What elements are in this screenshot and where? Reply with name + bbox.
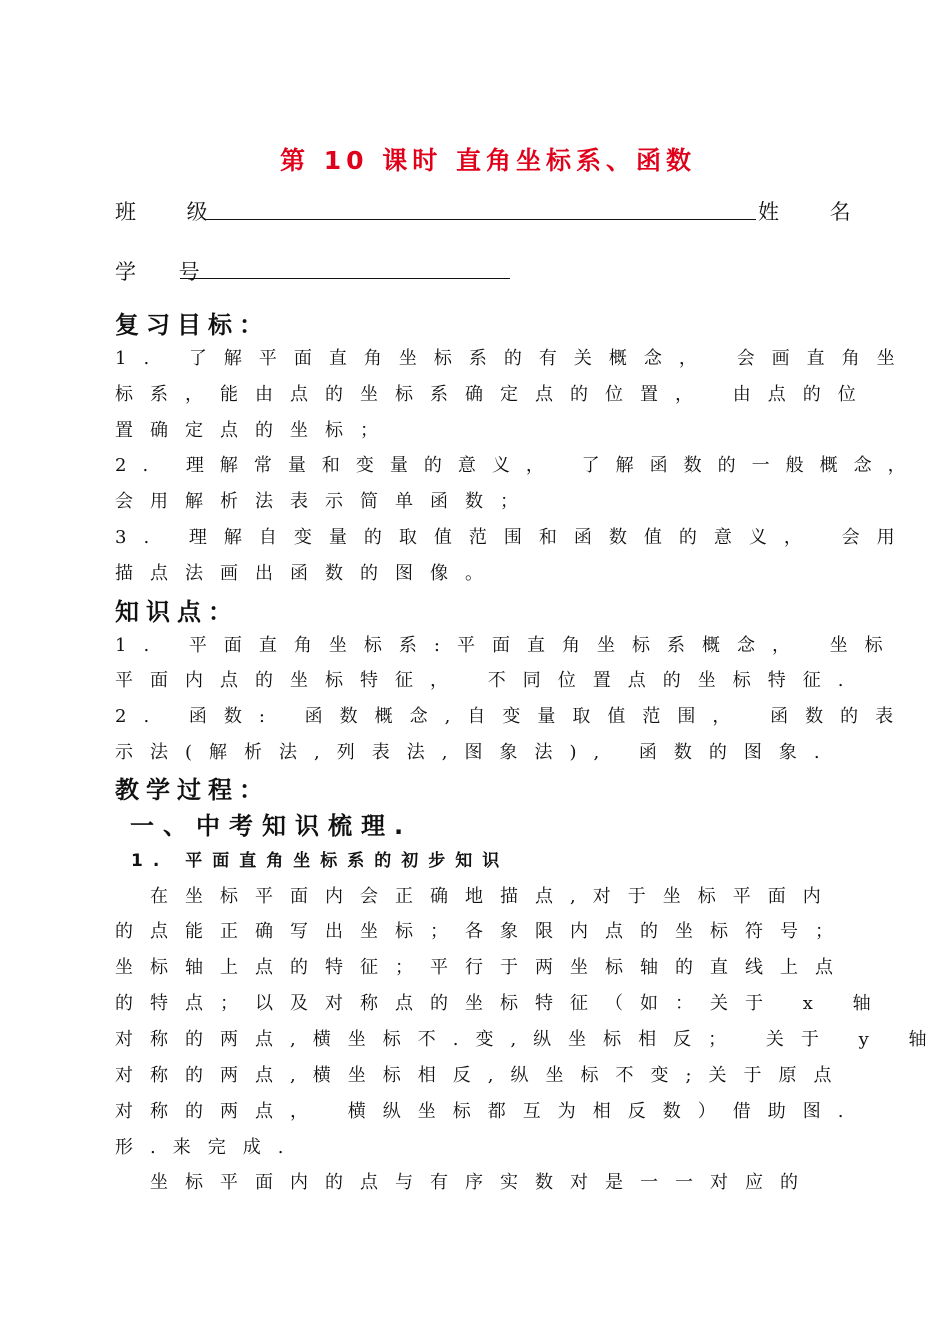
review-goal-line: 2. 理解常量和变量的意义， 了解函数的一般概念，: [115, 455, 922, 476]
knowledge-point-line: 2. 函数: 函数概念,自变量取值范围， 函数的表: [115, 706, 911, 727]
class-blank-line[interactable]: [204, 219, 756, 220]
review-goal-line: 会用解析法表示简单函数；: [115, 491, 535, 512]
paragraph-line: 对称的两点,横坐标不.变,纵坐标相反； 关于 y 轴: [115, 1029, 944, 1050]
review-goal-line: 3. 理解自变量的取值范围和函数值的意义， 会用: [115, 527, 912, 548]
paragraph-line: 坐标轴上点的特征；平行于两坐标轴的直线上点: [115, 957, 850, 978]
paragraph-line: 形.来完成.: [115, 1137, 301, 1158]
review-goal-line: 标系，能由点的坐标系确定点的位置， 由点的位: [115, 384, 873, 405]
student-no-label: 学 号: [115, 260, 218, 284]
subsection-heading: 1. 平面直角坐标系的初步知识: [131, 851, 510, 871]
paragraph-line: 对称的两点， 横纵坐标都互为相反数）借助图.: [115, 1101, 861, 1122]
review-goal-line: 置确定点的坐标；: [115, 420, 395, 441]
student-no-blank-line[interactable]: [180, 278, 510, 279]
review-goals-heading: 复习目标：: [115, 311, 270, 339]
page-title: 第 10 课时 直角坐标系、函数: [280, 146, 696, 175]
review-goal-line: 描点法画出函数的图像。: [115, 563, 500, 584]
name-label: 姓 名: [758, 200, 873, 224]
paragraph-line: 对称的两点,横坐标相反,纵坐标不变;关于原点: [115, 1065, 849, 1086]
knowledge-point-line: 示法(解析法,列表法,图象法), 函数的图象.: [115, 742, 837, 763]
paragraph-line: 在坐标平面内会正确地描点,对于坐标平面内: [115, 886, 838, 907]
class-label: 班 级: [115, 200, 230, 224]
review-goal-line: 1. 了解平面直角坐标系的有关概念， 会画直角坐: [115, 348, 912, 369]
knowledge-points-heading: 知识点：: [115, 598, 239, 626]
knowledge-point-line: 1. 平面直角坐标系:平面直角坐标系概念， 坐标: [115, 635, 900, 656]
paragraph-line: 的特点；以及对称点的坐标特征（如：关于 x 轴: [115, 993, 888, 1014]
knowledge-point-line: 平面内点的坐标特征， 不同位置点的坐标特征.: [115, 670, 861, 691]
paragraph-line: 的点能正确写出坐标；各象限内点的坐标符号；: [115, 921, 850, 942]
section-heading: 一、中考知识梳理.: [130, 812, 413, 840]
teaching-process-heading: 教学过程：: [115, 776, 270, 804]
paragraph-line: 坐标平面内的点与有序实数对是一一对应的: [115, 1172, 815, 1193]
